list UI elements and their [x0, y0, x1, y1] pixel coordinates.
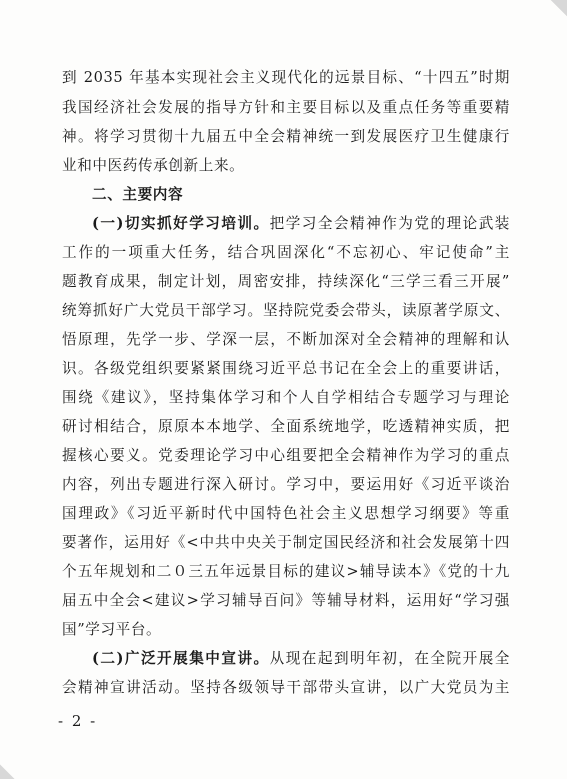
body-line: 国理政》《习近平新时代中国特色社会主义思想学习纲要》等重: [62, 505, 510, 522]
paragraph-1-first-line: [92, 214, 510, 234]
body-line: 工作的一项重大任务，结合巩固深化“不忘初心、牢记使命”主: [62, 244, 510, 261]
paragraph-1-lead-rest: 把学习全会精神作为党的理论武装: [269, 215, 510, 232]
paragraph-1-lead: (一)切实抓好学习培训。: [92, 215, 270, 232]
body-line: 握核心要义。党委理论学习中心组要把全会精神作为学习的重点: [62, 447, 510, 464]
body-line: 题教育成果，制定计划，周密安排，持续深化“三学三看三开展”: [62, 273, 510, 290]
body-line: 届五中全会<建议>学习辅导百问》等辅导材料，运用好“学习强: [62, 592, 510, 609]
page-number: - 2 -: [58, 712, 98, 730]
body-line: 个五年规划和二０三五年远景目标的建议>辅导读本》《党的十九: [62, 563, 510, 580]
paragraph-2-lead-rest: 从现在起到明年初，在全院开展全: [269, 650, 510, 667]
body-line: 要著作，运用好《<中共中央关于制定国民经济和社会发展第十四: [62, 534, 510, 551]
body-line: 会精神宣讲活动。坚持各级领导干部带头宣讲，以广大党员为主: [62, 679, 510, 696]
body-line: 研讨相结合，原原本本地学、全面系统地学，吃透精神实质，把: [62, 418, 510, 435]
body-line: 悟原理，先学一步、学深一层，不断加深对全会精神的理解和认: [62, 331, 510, 348]
body-line: 识。各级党组织要紧紧围绕习近平总书记在全会上的重要讲话，: [62, 360, 510, 377]
paragraph-2-first-line: [92, 649, 510, 669]
scan-corner-mark: [0, 763, 16, 779]
body-line: 内容，列出专题进行深入研讨。学习中，要运用好《习近平谈治: [62, 476, 510, 493]
body-line: 神。将学习贯彻十九届五中全会精神统一到发展医疗卫生健康行: [62, 128, 510, 145]
body-line: 业和中医药传承创新上来。: [62, 157, 245, 174]
body-line: 到 2035 年基本实现社会主义现代化的远景目标、“十四五”时期: [62, 69, 510, 86]
scan-corner-mark: [549, 0, 567, 18]
body-line: 我国经济社会发展的指导方针和主要目标以及重点任务等重要精: [62, 99, 510, 116]
body-line: 围绕《建议》，坚持集体学习和个人自学相结合专题学习与理论: [62, 389, 510, 406]
paragraph-2-lead: (二)广泛开展集中宣讲。: [92, 650, 270, 667]
body-line: 统筹抓好广大党员干部学习。坚持院党委会带头，读原著学原文、: [62, 302, 510, 319]
section-heading: 二、主要内容: [92, 186, 184, 203]
body-line: 国”学习平台。: [62, 621, 162, 638]
